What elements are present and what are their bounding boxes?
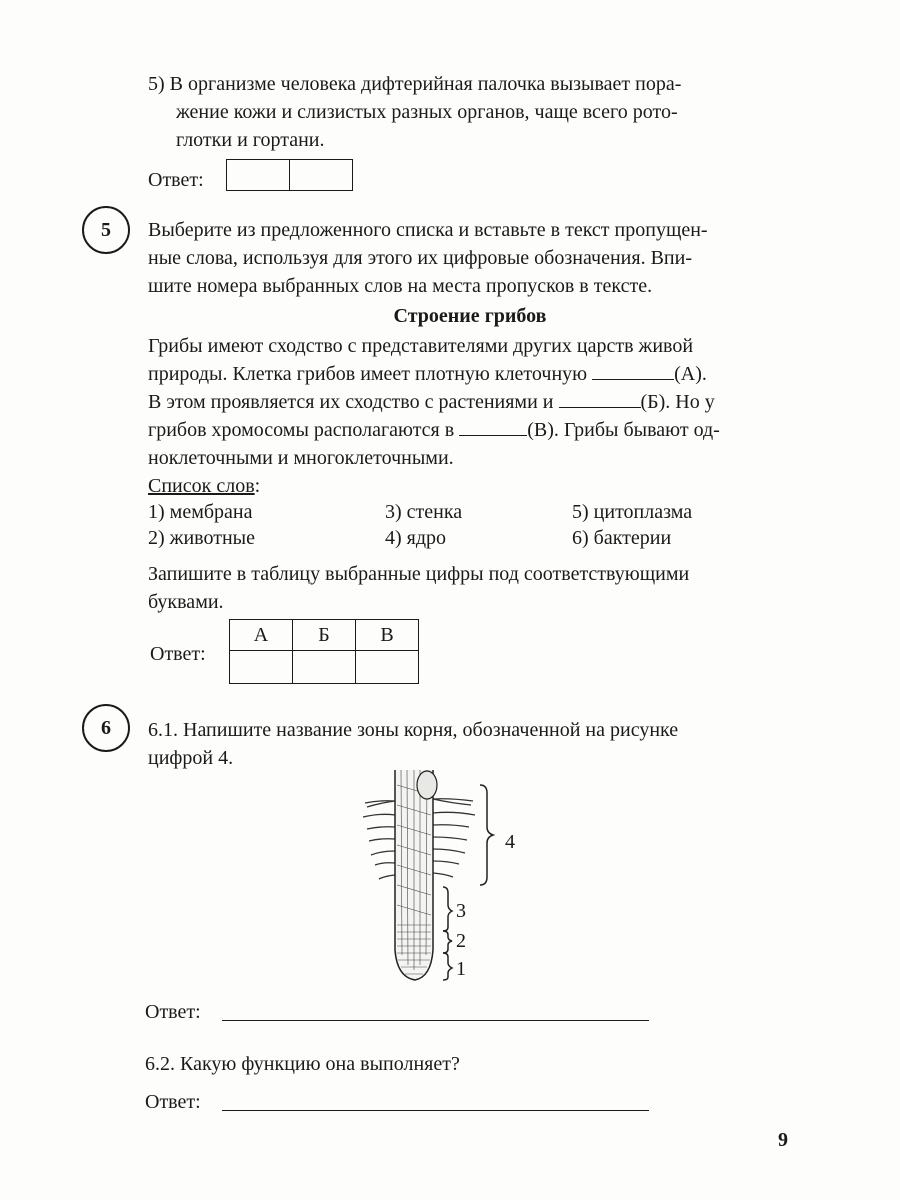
zone-label-1: 1 <box>456 958 466 980</box>
q5-intro-line-3: шите номера выбранных слов на места пропусков в тексте. <box>148 275 653 297</box>
q5-text-line-2-start: природы. Клетка грибов имеет плотную клеточную <box>148 363 593 385</box>
q5-answer-header-v: В <box>356 620 419 651</box>
q5-blank-b[interactable] <box>559 389 641 408</box>
q4-answer-cell[interactable] <box>227 160 290 190</box>
q5-text-line-2 <box>148 360 707 388</box>
q5-word-list-title <box>148 472 260 500</box>
q5-word-5: 5) цитоплазма <box>572 501 693 523</box>
zone-label-3: 3 <box>456 900 466 922</box>
root-zones-illustration <box>355 765 555 990</box>
q5-intro-line-2: ные слова, используя для этого их цифровые обозначения. Впи- <box>148 247 692 269</box>
q5-word-list-title-colon: : <box>254 475 261 497</box>
q5-instruction-line-1: Запишите в таблицу выбранные цифры под соответствующими <box>148 563 690 585</box>
q4-answer-cell[interactable] <box>290 160 352 190</box>
question-number-6: 6 <box>82 704 130 752</box>
q5-text-line-2-end: (А). <box>674 363 707 385</box>
q6-1-line-1: 6.1. Напишите название зоны корня, обозначенной на рисунке <box>148 719 679 741</box>
q4-option-5-line-3: глотки и гортани. <box>176 129 325 151</box>
q5-blank-v[interactable] <box>459 417 527 436</box>
q6-1-answer-line[interactable] <box>222 1019 649 1021</box>
q5-word-list-title-text: Список слов <box>148 475 255 497</box>
question-number-5: 5 <box>82 206 130 254</box>
q5-answer-cell-v[interactable] <box>356 651 419 684</box>
q5-text-title: Строение грибов <box>393 305 547 327</box>
q5-answer-table <box>229 619 419 684</box>
q5-word-1: 1) мембрана <box>148 501 253 523</box>
zone-label-2: 2 <box>456 930 466 952</box>
q5-text-line-1: Грибы имеют сходство с представителями других царств живой <box>148 335 694 357</box>
q6-2-answer-label: Ответ: <box>145 1091 201 1113</box>
q5-text-line-3-start: В этом проявляется их сходство с растениями и <box>148 391 559 413</box>
q5-text-line-5: ноклеточными и многоклеточными. <box>148 447 454 469</box>
q5-instruction-line-2: буквами. <box>148 591 224 613</box>
root-cell-detail <box>417 771 437 799</box>
q6-2-answer-line[interactable] <box>222 1109 649 1111</box>
q5-answer-header-b: Б <box>293 620 356 651</box>
q5-text-line-4-start: грибов хромосомы располагаются в <box>148 419 460 441</box>
q5-text-line-3-end: (Б). Но у <box>640 391 715 413</box>
q5-word-6: 6) бактерии <box>572 527 672 549</box>
q4-option-5-line-2: жение кожи и слизистых разных органов, чаще всего рото- <box>176 101 678 123</box>
q5-intro-line-1: Выберите из предложенного списка и вставьте в текст пропущен- <box>148 219 708 241</box>
q5-answer-header-a: А <box>230 620 293 651</box>
q5-word-2: 2) животные <box>148 527 255 549</box>
q5-answer-cell-b[interactable] <box>293 651 356 684</box>
q5-word-3: 3) стенка <box>385 501 463 523</box>
q6-1-answer-label: Ответ: <box>145 1001 201 1023</box>
q5-text-line-3 <box>148 388 715 416</box>
q4-answer-box[interactable] <box>226 159 353 191</box>
q5-text-line-4 <box>148 416 720 444</box>
page-number: 9 <box>778 1129 788 1151</box>
q4-answer-label: Ответ: <box>148 169 204 191</box>
q5-answer-cell-a[interactable] <box>230 651 293 684</box>
q6-2-question: 6.2. Какую функцию она выполняет? <box>145 1053 460 1075</box>
q5-text-line-4-end: (В). Грибы бывают од- <box>527 419 720 441</box>
q5-word-4: 4) ядро <box>385 527 447 549</box>
zone-label-4: 4 <box>505 831 515 853</box>
q6-1-line-2: цифрой 4. <box>148 747 234 769</box>
q5-answer-label: Ответ: <box>150 643 206 665</box>
q4-option-5-line-1: 5) В организме человека дифтерийная палочка вызывает пора- <box>148 73 682 95</box>
q5-blank-a[interactable] <box>592 361 674 380</box>
